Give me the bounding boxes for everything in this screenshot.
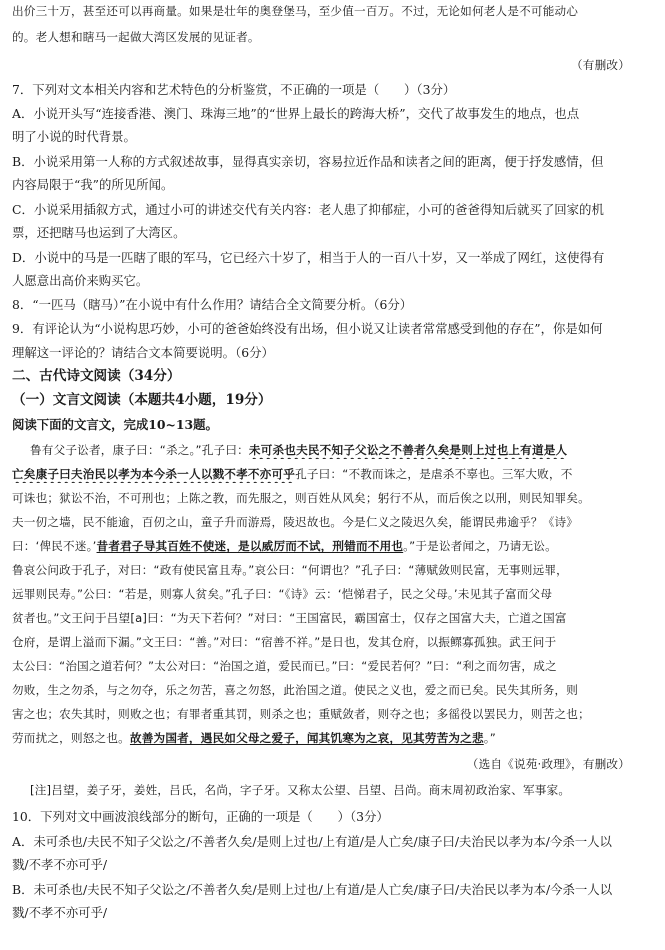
q10-option-b-line-1: B．未可杀也/夫民不知子父讼之/不善者久矣/是则上过也/上有道/是人亡矣/康子曰/夫治民以孝为本/今杀一人以 [12,882,613,897]
story-tail-line-2: 的。老人想和瞎马一起做大湾区发展的见证者。 [12,30,260,44]
reading-instruction: 阅读下面的文言文，完成10~13题。 [12,417,218,432]
q10-option-b-line-2: 戮/不孝不亦可乎/ [12,905,108,920]
underlined-text: 昔者君子导其百姓不使迷，是以威厉而不试，刑错而不用也 [96,539,404,553]
q7-option-c-line-2: 票，还把瞎马也运到了大湾区。 [12,225,186,240]
q10-option-a-line-2: 戮/不孝不亦可乎/ [12,857,108,872]
passage-line-4: 夫一仞之墙，民不能逾，百仞之山，童子升而游焉，陵迟故也。今是仁义之陵迟久矣，能谓民弗逾乎？《诗》 [12,515,579,529]
q7-option-a-line-2: 明了小说的时代背景。 [12,129,136,144]
q8-stem: 8．“一匹马（瞎马）”在小说中有什么作用？请结合全文简要分析。（6分） [12,297,413,312]
q10-stem: 10．下列对文中画波浪线部分的断句，正确的一项是（ ）（3分） [12,809,389,824]
story-tail-line-1: 出价三十万，甚至还可以再商量。如果是壮年的奥登堡马，至少值一百万。不过，无论如何老人是不可能动心 [12,4,579,18]
story-source: （有删改） [571,58,630,72]
passage-text: 曰：‘俾民不迷。’ [12,539,97,553]
passage-text: 。” [483,731,496,745]
q7-option-d-line-2: 人愿意出高价来购买它。 [12,273,149,288]
passage-text: 劳而扰之，则怒之也。 [12,731,130,745]
passage-text: 。”于是讼者闻之，乃请无讼。 [403,539,557,553]
passage-line-5 [12,538,650,555]
q7-stem: 7．下列对文本相关内容和艺术特色的分析鉴赏，不正确的一项是（ ）（3分） [12,82,456,97]
passage-line-3: 可诛也；狱讼不治，不可刑也；上陈之教，而先服之，则百姓从风矣；躬行不从，而后俟之以刑，则民知罪矣。 [12,491,590,505]
passage-line-10: 太公曰：“治国之道若何？”太公对曰：“治国之道，爱民而已。”曰：“爱民若何？”曰：“利之而勿害，成之 [12,659,557,673]
passage-line-8: 贫者也。”文王问于吕望[a]曰：“为天下若何？”对曰：“王国富民，霸国富士，仅存之国富大夫，亡道之国富 [12,611,567,625]
passage-line-11: 勿败，生之勿杀，与之勿夺，乐之勿苦，喜之勿怒，此治国之道。使民之义也，爱之而已矣。民失其所务，则 [12,683,579,697]
annotation-note: [注]吕望，姜子牙，姜姓，吕氏，名尚，字子牙。又称太公望、吕望、吕尚。商末周初政治家、军事家。 [30,783,571,797]
q7-option-c-line-1: C．小说采用插叙方式，通过小可的讲述交代有关内容：老人患了抑郁症，小可的爸爸得知后就买了回家的机 [12,202,604,217]
wavy-underlined-text: 未可杀也夫民不知子父讼之不善者久矣是则上过也上有道是人 [248,443,568,457]
passage-line-6: 鲁哀公问政于孔子，对曰：“政有使民富且寿。”哀公曰：“何谓也？”孔子曰：“薄赋敛则民富，无事则远罪， [12,563,568,577]
passage-line-13 [12,730,650,747]
passage-text: 孔子曰：“不教而诛之，是虐杀不辜也。三军大败，不 [295,467,573,481]
passage-line-1 [30,442,650,459]
q10-option-a-line-1: A．未可杀也/夫民不知子父讼之/不善者久矣/是则上过也/上有道/是人亡矣/康子曰/夫治民以孝为本/今杀一人以 [12,834,612,849]
q9-line-1: 9．有评论认为“小说构思巧妙，小可的爸爸始终没有出场，但小说又让读者常常感受到他的存在”，你是如何 [12,321,603,336]
passage-source: （选自《说苑·政理》，有删改） [466,757,630,771]
passage-line-12: 害之也；农失其时，则败之也；有罪者重其罚，则杀之也；重赋敛者，则夺之也；多徭役以罢民力，则苦之也； [12,707,590,721]
passage-line-7: 远罪则民寿。”公曰：“若是，则寡人贫矣。”孔子曰：“《诗》云：‘恺悌君子，民之父母。’未见其子富而父母 [12,587,553,601]
wavy-underlined-text: 亡矣康子曰夫治民以孝为本今杀一人以戮不孝不亦可乎 [12,467,296,481]
passage-text: 鲁有父子讼者，康子曰：“杀之。”孔子曰： [30,443,249,457]
subsection-1-title: （一）文言文阅读（本题共4小题，19分） [12,392,272,408]
underlined-text: 故善为国者，遇民如父母之爱子，闻其饥寒为之哀，见其劳苦为之悲 [129,731,484,745]
q7-option-a-line-1: A．小说开头写“连接香港、澳门、珠海三地”的“世界上最长的跨海大桥”，交代了故事发生的地点，也点 [12,106,580,121]
passage-line-9: 仓府，是谓上溢而下漏。”文王曰：“善。”对曰：“宿善不祥。”是日也，发其仓府，以振鳏寡孤独。武王问于 [12,635,557,649]
q7-option-b-line-1: B．小说采用第一人称的方式叙述故事，显得真实亲切，容易拉近作品和读者之间的距离，便于抒发感情，但 [12,154,604,169]
q7-option-d-line-1: D．小说中的马是一匹瞎了眼的军马，它已经六十岁了，相当于人的一百八十岁，又一举成了网红，这使得有 [12,250,605,265]
q7-option-b-line-2: 内容局限于“我”的所见所闻。 [12,177,174,192]
q9-line-2: 理解这一评论的？请结合文本简要说明。（6分） [12,345,274,360]
passage-line-2 [12,466,650,483]
section-2-title: 二、古代诗文阅读（34分） [12,368,181,384]
